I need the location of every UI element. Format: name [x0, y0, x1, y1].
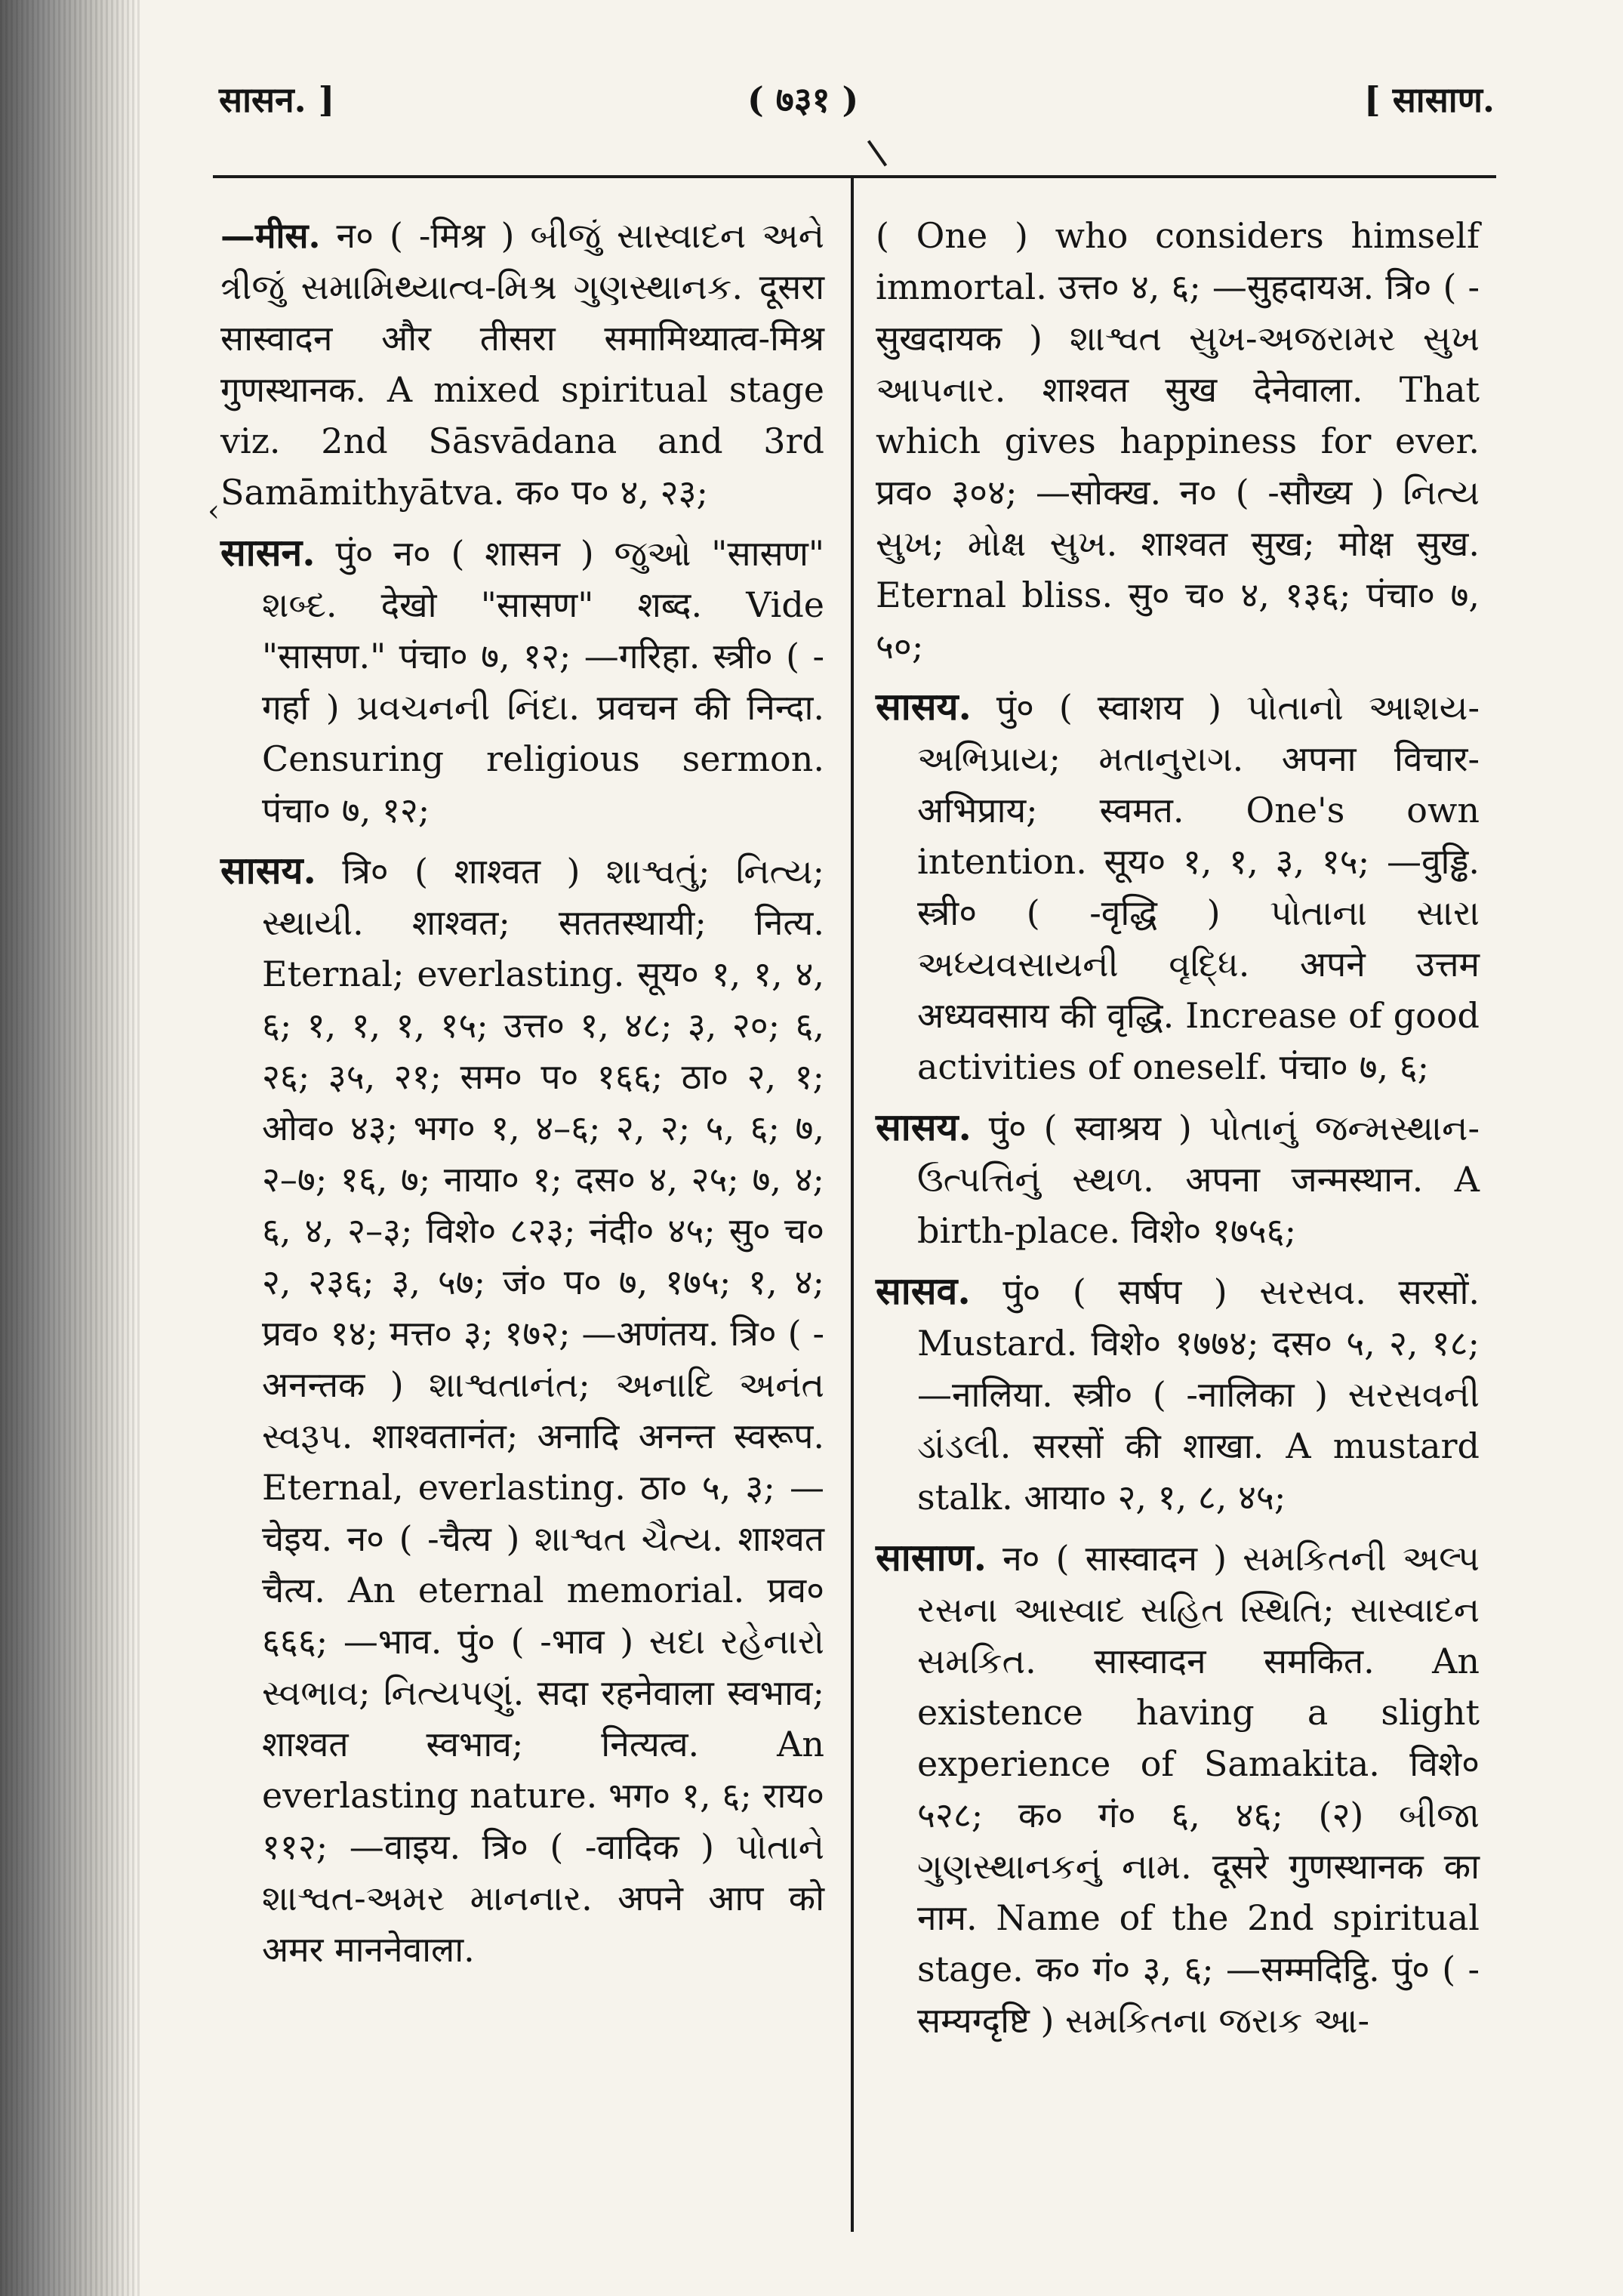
header-rule	[213, 175, 1496, 178]
entry-headword: सासय.	[876, 1105, 972, 1149]
entry-headword: सासव.	[876, 1268, 971, 1313]
dictionary-entry	[220, 527, 824, 836]
entry-text: न० ( सास्वादन ) સમકિતની અલ્પ રસના આસ્વાદ સહિત સ્થિતિ; સાસ્વાદન સમકિત. सास्वादन समकित. An existence having a slight experience of Samakita. विशे० ५२८; क० गं० ६, ४६; (२) બીજા ગુણસ્થાનકનું નામ. दूसरे गुणस्थानक का नाम. Name of the 2nd spiritual stage. क० गं० ३, ६; —सम्मदिट्ठि. पुं० ( -सम्यग्दृष्टि ) સમકિતના જરાક આ-	[917, 1538, 1480, 2041]
entry-text: पुं० ( स्वाश्रय ) પોતાનું જન્મસ્થાન-ઉત્પત્તિનું સ્થળ. अपना जन्मस्थान. A birth-place. विशे० १७५६;	[917, 1108, 1480, 1251]
dictionary-entry	[876, 681, 1480, 1093]
entry-headword: —मीस.	[220, 215, 321, 256]
scan-shadow-edge	[0, 0, 140, 2296]
header-right-guideword: [ सासाण.	[1363, 79, 1495, 120]
entry-text: पुं० ( सर्षप ) સરસવ. सरसों. Mustard. विशे० १७७४; दस० ५, २, १८; —नालिया. स्त्री० ( -नालिका ) સરસવની ડાંડલી. सरसों की शाखा. A mustard stalk. आया० २, १, ८, ४५;	[917, 1271, 1480, 1518]
entry-text: पुं० ( स्वाशय ) પોતાનો આશય-અભિપ્રાય; મતાનુરાગ. अपना विचार-अभिप्राय; स्वमत. One's own intention. सूय० १, १, ३, १५; —वुड्ढि. स्त्री० ( -वृद्धि ) પોતાના સારા અધ્યવસાયની વૃદ્ધિ. अपने उत्तम अध्यवसाय की वृद्धि. Increase of good activities of oneself. पंचा० ७, ६;	[917, 687, 1480, 1087]
entry-headword: सासन.	[220, 530, 316, 575]
page-header	[219, 76, 1495, 143]
dictionary-entry	[876, 1265, 1480, 1523]
entry-text: पुं० न० ( शासन ) જુઓ "सासण" શબ્દ. देखो "सासण" शब्द. Vide "सासण." पंचा० ७, १२; —गरिहा. स्त्री० ( -गर्हा ) પ્રવચનની નિંદા. प्रवचन की निन्दा. Censuring religious sermon. पंचा० ७, १२;	[262, 533, 824, 831]
entry-headword: सासय.	[220, 848, 316, 892]
dictionary-entry	[876, 1532, 1480, 2046]
header-left-guideword: सासन. ]	[219, 79, 335, 120]
ink-tick-mark	[867, 140, 887, 166]
entry-text: ( One ) who considers himself immortal. उत्त० ४, ६; —सुहदायअ. त्रि० ( -सुखदायक ) શાશ્વત સુખ-અજરામર સુખ આપનાર. शाश्वत सुख देनेवाला. That which gives happiness for ever. प्रव० ३०४; —सोक्ख. न० ( -सौख्य ) નિત્ય સુખ; મોક્ષ સુખ. शाश्वत सुख; मोक्ष सुख. Eternal bliss. सु० च० ४, १३६; पंचा० ७, ५०;	[876, 215, 1480, 667]
page-number: ( ७३१ )	[747, 79, 859, 120]
margin-mark: ‹	[208, 494, 220, 529]
dictionary-entry	[876, 1102, 1480, 1256]
dictionary-entry	[876, 210, 1480, 672]
entry-headword: सासाण.	[876, 1535, 987, 1579]
column-separator	[851, 178, 854, 2232]
entry-text: न० ( -मिश्र ) બીજું સાસ્વાદન અને ત્રીજું સમામિથ્યાત્વ-મિશ્ર ગુણસ્થાનક. दूसरा सास्वादन और तीसरा समामिथ्यात्व-मिश्र गुणस्थानक. A mixed spiritual stage viz. 2nd Sāsvādana and 3rd Samāmithyātva. क० प० ४, २३;	[220, 215, 824, 513]
right-column	[876, 210, 1480, 2055]
dictionary-entry	[220, 845, 824, 1975]
left-column	[220, 210, 824, 1984]
entry-headword: सासय.	[876, 684, 972, 729]
entry-text: त्रि० ( शाश्वत ) શાશ્વતું; નિત્ય; સ્થાયી. शाश्वत; सततस्थायी; नित्य. Eternal; everlasting. सूय० १, १, ४, ६; १, १, १, १५; उत्त० १, ४८; ३, २०; ६, २६; ३५, २१; सम० प० १६६; ठा० २, १; ओव० ४३; भग० १, ४–६; २, २; ५, ६; ७, २–७; १६, ७; नाया० १; दस० ४, २५; ७, ४; ६, ४, २–३; विशे० ८२३; नंदी० ४५; सु० च० २, २३६; ३, ५७; जं० प० ७, १७५; १, ४; प्रव० १४; मत्त० ३; १७२; —अणंतय. त्रि० ( -अनन्तक ) શાશ્વતાનંત; અનાદિ અનંત સ્વરૂપ. शाश्वतानंत; अनादि अनन्त स्वरूप. Eternal, everlasting. ठा० ५, ३; —चेइय. न० ( -चैत्य ) શાશ્વત ચૈત્ય. शाश्वत चैत्य. An eternal memorial. प्रव० ६६६; —भाव. पुं० ( -भाव ) સદા રહેનારો સ્વભાવ; નિત્યપણું. सदा रहनेवाला स्वभाव; शाश्वत स्वभाव; नित्यत्व. An everlasting nature. भग० १, ६; राय० ११२; —वाइय. त्रि० ( -वादिक ) પોતાને શાશ્વત-અમર માનનાર. अपने आप को अमर माननेवाला.	[262, 851, 824, 1970]
dictionary-entry	[220, 210, 824, 518]
